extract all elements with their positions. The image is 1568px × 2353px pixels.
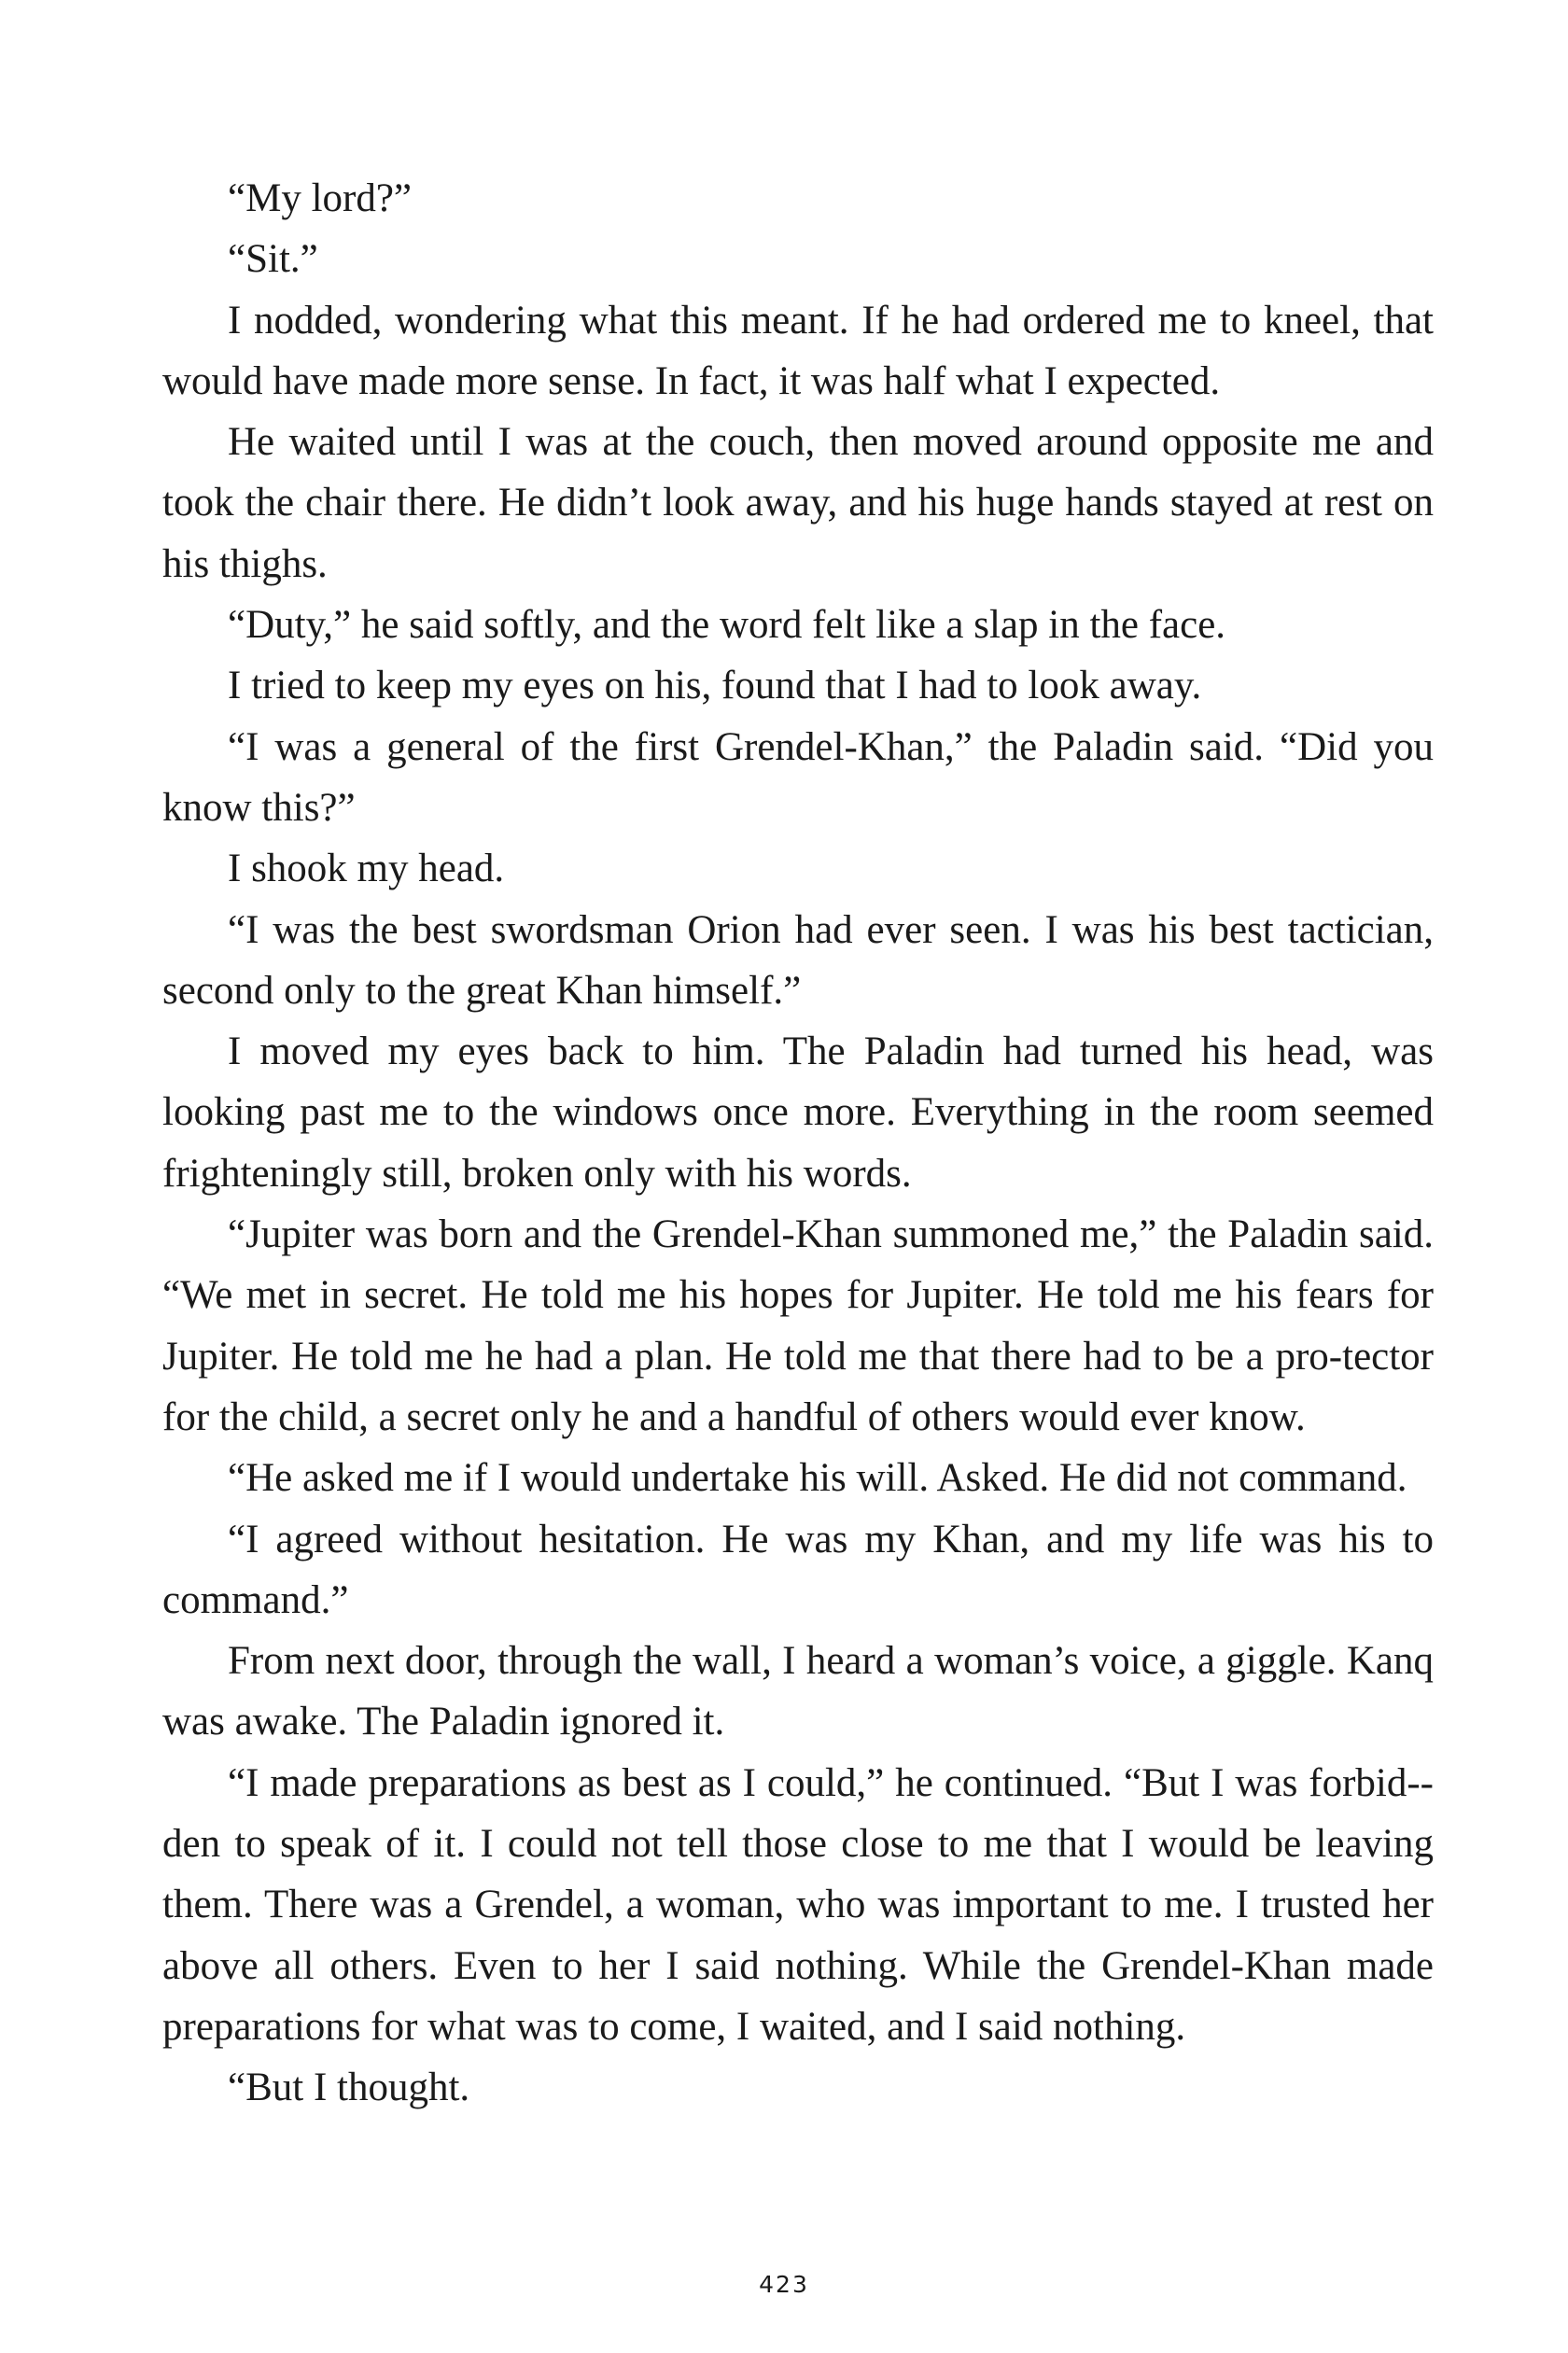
- page-number: 423: [759, 2271, 809, 2298]
- paragraph: I moved my eyes back to him. The Paladin had turned his head, was looking past me to the windows once more. Everything in the room seemed frighteningly still, broken only with his words.: [162, 1029, 1434, 1196]
- paragraph: “He asked me if I would undertake his will. Asked. He did not command.: [228, 1456, 1407, 1501]
- paragraph: I nodded, wondering what this meant. If he had ordered me to kneel, that would have made more sense. In fact, it was half what I expected.: [162, 298, 1434, 403]
- paragraph: “Sit.”: [228, 237, 318, 282]
- paragraph: I shook my head.: [228, 847, 505, 891]
- paragraph: “I was a general of the first Grendel-Khan,” the Paladin said. “Did you know this?”: [162, 724, 1434, 830]
- paragraph: “Duty,” he said softly, and the word felt like a slap in the face.: [228, 603, 1226, 648]
- paragraph: “But I thought.: [228, 2066, 470, 2110]
- paragraph: “Jupiter was born and the Grendel-Khan summoned me,” the Paladin said. “We met in secret. He told me his hopes for Jupiter. He told me his fears for Jupiter. He told me he had a plan. He told me that there had to be a pro-tector for the child, a secret only he and a handful of others would ever know.: [162, 1212, 1434, 1439]
- paragraph: From next door, through the wall, I heard a woman’s voice, a giggle. Kanq was awake. The Paladin ignored it.: [162, 1639, 1434, 1744]
- paragraph: “I was the best swordsman Orion had ever seen. I was his best tactician, second only to the great Khan himself.”: [162, 907, 1434, 1013]
- paragraph: “I agreed without hesitation. He was my Khan, and my life was his to command.”: [162, 1517, 1434, 1622]
- paragraph: “I made preparations as best as I could,” he continued. “But I was forbid-den to speak of it. I could not tell those close to me that I would be leaving them. There was a Grendel, a woman, who was important to me. I trusted her above all others. Even to her I said nothing. While the Grendel-Khan made preparations for what was to come, I waited, and I said nothing.: [162, 1760, 1434, 2049]
- paragraph: He waited until I was at the couch, then moved around opposite me and took the chair there. He didn’t look away, and his huge hands stayed at rest on his thighs.: [162, 420, 1434, 586]
- body-text: [162, 168, 1434, 2119]
- paragraph: “My lord?”: [228, 176, 413, 220]
- paragraph: I tried to keep my eyes on his, found that I had to look away.: [228, 664, 1202, 708]
